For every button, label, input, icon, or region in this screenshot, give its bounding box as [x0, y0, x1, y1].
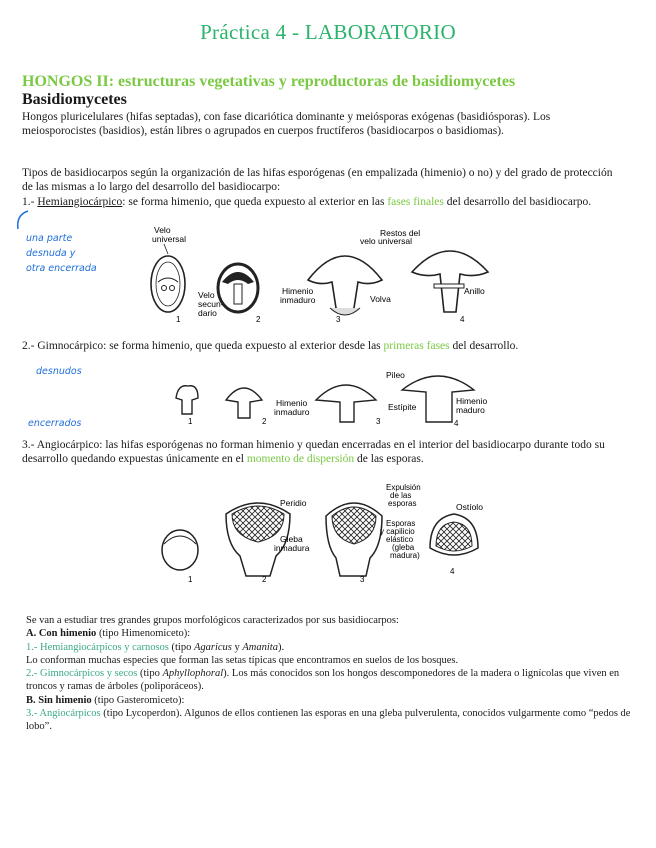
- fig2-num-1: 1: [188, 417, 193, 426]
- fig3-label-esp5: madura): [390, 551, 420, 560]
- fig1-label-restos1: Restos del: [380, 228, 421, 238]
- page-title: Práctica 4 - LABORATORIO: [200, 20, 456, 44]
- fig2-label-inmaduro: inmaduro: [274, 407, 310, 417]
- note1-line1: una parte: [26, 233, 73, 244]
- item3-prefix: 3.-: [22, 439, 37, 451]
- intro-paragraph: Hongos pluricelulares (hifas septadas), con fase dicariótica dominante y meiósporas exógenas (basidiósporas). Los meiosporocistes (basidios), están libres o agrupados en cuerpos fructíferos (basidiocarpos o basidiomas).: [22, 111, 551, 138]
- item2-text: : se forma himenio, que queda expuesto al exterior desde las: [103, 340, 384, 352]
- g1-species2: Amanita: [242, 641, 278, 653]
- fig1-label-vs2: secun-: [198, 299, 224, 309]
- item3-suffix: de las esporas.: [354, 453, 424, 466]
- fig3-label-ostiolo: Ostíolo: [456, 502, 483, 512]
- g2-post: ). Los más conocidos son los hongos descomponedores de la madera o lignícolas que viven en troncos y ramas de árboles (poliporáceos).: [26, 668, 620, 693]
- item3-text: : las hifas esporógenas no forman himenio y quedan encerradas en el interior del basidiocarpo durante todo su desarrollo quedando expuestas únicamente en el: [22, 439, 605, 466]
- handwritten-note-2: desnudos: [36, 366, 82, 377]
- fig1-num-1: 1: [176, 315, 181, 324]
- group-a: [26, 627, 636, 640]
- fig3-label-esp1: Esporas: [386, 519, 416, 528]
- fig2-label-hm2: maduro: [456, 405, 485, 415]
- group-a-label: A. Con himenio: [26, 628, 97, 640]
- fig1-label-restos2: velo universal: [360, 236, 412, 246]
- fig3-num-4: 4: [450, 567, 455, 576]
- group-3: [26, 707, 636, 734]
- g2-species: Aphyllophoral: [162, 668, 224, 680]
- group-3-desc: (tipo Lycoperdon). Algunos de ellos contienen las esporas en una gleba pulverulenta, conocidos vulgarmente como “pedos de lobo”.: [26, 708, 631, 733]
- item2-suffix: del desarrollo.: [449, 340, 519, 352]
- handwritten-note-3: encerrados: [28, 418, 82, 429]
- subtitle: HONGOS II: estructuras vegetativas y reproductoras de basidiomycetes: [22, 73, 516, 90]
- fig3-label-inmadura: inmadura: [274, 543, 310, 553]
- fig1-label-velo: Velo: [154, 225, 171, 235]
- group-a-type: (tipo Himenomiceto):: [96, 628, 191, 640]
- fig1-label-vs1: Velo: [198, 290, 215, 300]
- fig1-label-universal: universal: [152, 234, 187, 244]
- group-b-type: (tipo Gasteromiceto):: [91, 694, 185, 706]
- item1-text: : se forma himenio, que queda expuesto al exterior en las: [122, 196, 388, 208]
- g1-y: y: [231, 641, 243, 653]
- fig2-num-2: 2: [262, 417, 267, 426]
- fig2-label-pileo: Pileo: [386, 370, 405, 380]
- item2-term: Gimnocárpico: [37, 340, 104, 352]
- group-1-label: 1.- Hemiangiocárpicos y carnosos: [26, 641, 169, 653]
- fig1-num-2: 2: [256, 315, 261, 324]
- fig1-label-inmaduro: inmaduro: [280, 295, 316, 305]
- fig2-label-estipite: Estípite: [388, 402, 417, 412]
- group-2-label: 2.- Gimnocárpicos y secos: [26, 668, 138, 680]
- group-1: [26, 641, 636, 654]
- figure-hemiangiocarpico: [130, 222, 500, 324]
- g1-species1: Agaricus: [193, 641, 232, 653]
- note1-line3: otra encerrada: [26, 263, 97, 274]
- group-2: [26, 667, 636, 694]
- study-section: [26, 614, 636, 734]
- study-intro: Se van a estudiar tres grandes grupos morfológicos caracterizados por sus basidiocarpos:: [26, 615, 399, 626]
- fig3-num-1: 1: [188, 575, 193, 584]
- note1-line2: desnuda y: [26, 248, 76, 259]
- item1-prefix: 1.-: [22, 196, 38, 208]
- g2-pre: (tipo: [137, 668, 163, 680]
- item2-prefix: 2.-: [22, 340, 38, 352]
- item3-highlight: momento de dispersión: [246, 453, 355, 466]
- fig3-label-exp2: de las: [390, 491, 412, 500]
- group-3-label: 3.- Angiocárpicos: [26, 708, 101, 720]
- group-1-desc: Lo conforman muchas especies que forman las setas típicas que encontramos en suelos de los bosques.: [26, 654, 459, 666]
- fig1-num-4: 4: [460, 315, 465, 324]
- item1-suffix: del desarrollo del basidiocarpo.: [443, 196, 592, 208]
- fig3-label-esp4: (gleba: [392, 543, 415, 552]
- fig2-label-himenio: Himenio: [276, 398, 308, 408]
- handwritten-bracket: [8, 205, 48, 235]
- group-b-label: B. Sin himenio: [26, 694, 92, 706]
- item3-term: Angiocárpico: [36, 439, 100, 451]
- fig3-label-exp3: esporas: [388, 499, 417, 508]
- fig1-label-vs3: dario: [198, 308, 217, 318]
- section-heading: Basidiomycetes: [22, 91, 127, 108]
- item1-term: Hemiangiocárpico: [37, 196, 123, 208]
- figure-gimnocarpico: [160, 366, 490, 428]
- g1-post: ).: [277, 641, 285, 653]
- fig1-label-anillo: Anillo: [464, 286, 485, 296]
- fig3-num-2: 2: [262, 575, 267, 584]
- item-gimnocarpico: [22, 339, 622, 353]
- fig1-num-3: 3: [336, 315, 341, 324]
- g1-pre: (tipo: [168, 641, 194, 653]
- item2-highlight: primeras fases: [383, 340, 450, 352]
- fig3-label-esp3: elástico: [386, 535, 414, 544]
- fig1-label-himenio: Himenio: [282, 286, 314, 296]
- figure-angiocarpico: [150, 484, 490, 584]
- handwritten-note-1: [26, 231, 97, 276]
- fig2-num-4: 4: [454, 419, 459, 428]
- fig2-num-3: 3: [376, 417, 381, 426]
- fig3-label-esp2: y capilicio: [380, 527, 415, 536]
- fig3-label-peridio: Peridio: [280, 498, 307, 508]
- item1-highlight: fases finales: [387, 196, 444, 208]
- fig3-label-gleba: Gleba: [280, 534, 303, 544]
- fig2-label-hm1: Himenio: [456, 396, 488, 406]
- item-hemiangiocarpico: [22, 195, 622, 209]
- fig1-label-volva: Volva: [370, 294, 391, 304]
- fig3-label-exp1: Expulsión: [386, 484, 421, 492]
- types-intro: Tipos de basidiocarpos según la organización de las hifas esporógenas (en empalizada (himenio) o no) y del grado de protección de las mismas a lo largo del desarrollo del basidiocarpo:: [22, 167, 613, 194]
- group-b: [26, 694, 636, 707]
- item-angiocarpico: [22, 438, 622, 466]
- fig3-num-3: 3: [360, 575, 365, 584]
